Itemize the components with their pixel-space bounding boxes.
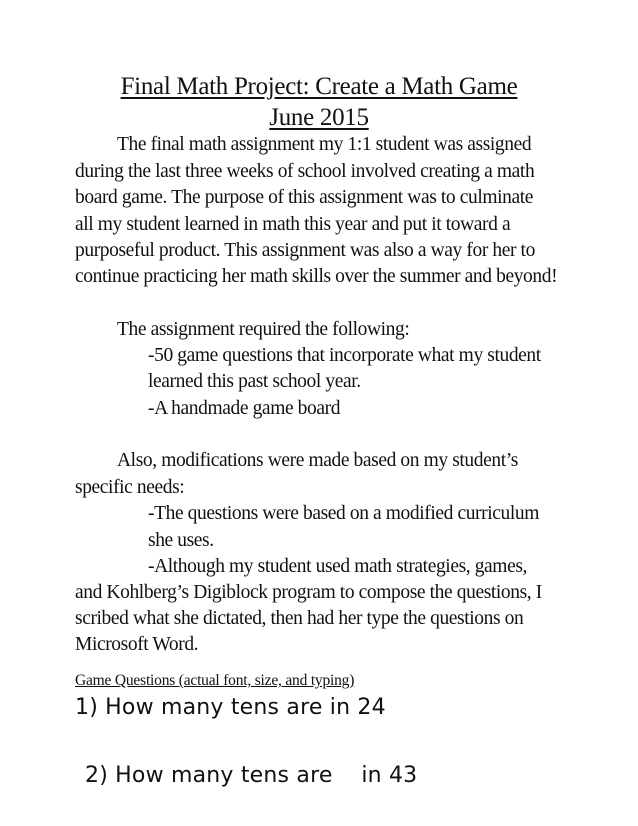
- intro-line: continue practicing her math skills over the summer and beyond!: [75, 266, 558, 287]
- game-question: 2) How many tens are in 43: [85, 763, 418, 788]
- requirement-item: learned this past school year.: [148, 371, 361, 392]
- intro-line: during the last three weeks of school involved creating a math: [75, 161, 535, 182]
- modification-item: -The questions were based on a modified curriculum: [148, 503, 539, 524]
- modifications-intro: Also, modifications were made based on my student’s: [117, 450, 518, 471]
- intro-line: all my student learned in math this year and put it toward a: [75, 214, 511, 235]
- intro-line: purposeful product. This assignment was also a way for her to: [75, 240, 535, 261]
- requirement-item: -50 game questions that incorporate what my student: [148, 345, 541, 366]
- document-title: Final Math Project: Create a Math Game: [120, 73, 518, 100]
- modification-item: she uses.: [148, 530, 214, 551]
- requirements-heading: The assignment required the following:: [117, 319, 410, 340]
- intro-line: The final math assignment my 1:1 student was assigned: [117, 134, 532, 155]
- closing-line: scribed what she dictated, then had her type the questions on: [75, 608, 524, 629]
- game-question: 1) How many tens are in 24: [75, 695, 386, 720]
- requirement-item: -A handmade game board: [148, 398, 341, 419]
- modifications-intro: specific needs:: [75, 477, 185, 498]
- closing-line: and Kohlberg’s Digiblock program to compose the questions, I: [75, 582, 542, 603]
- modification-item: -Although my student used math strategies, games,: [148, 556, 527, 577]
- document-date: June 2015: [269, 104, 369, 131]
- closing-line: Microsoft Word.: [75, 634, 199, 655]
- intro-line: board game. The purpose of this assignment was to culminate: [75, 187, 534, 208]
- questions-caption: Game Questions (actual font, size, and typing): [75, 672, 355, 689]
